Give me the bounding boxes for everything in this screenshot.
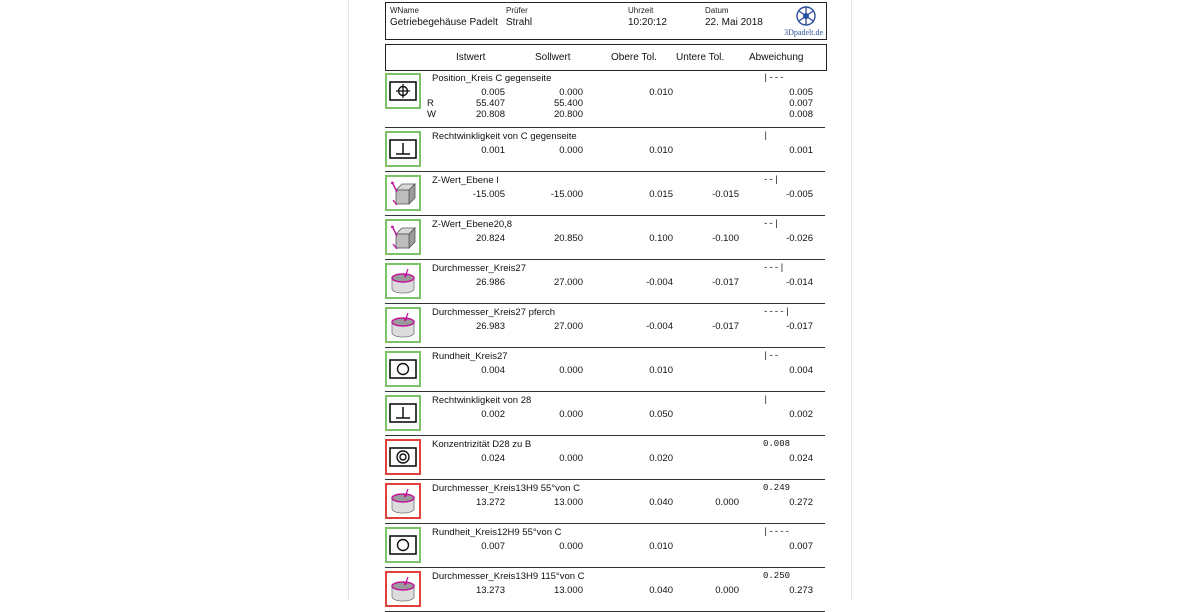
value-untere: 0.000 [715, 497, 739, 508]
measurement-row [385, 392, 825, 436]
value-obere: 0.100 [649, 233, 673, 244]
deviation-indicator: |---- [763, 527, 791, 537]
feature-name: Rechtwinkligkeit von 28 [432, 395, 532, 406]
value-soll: -15.000 [550, 189, 583, 200]
value-abw: 0.007 [789, 98, 813, 109]
measurement-row [385, 568, 825, 612]
value-untere: -0.017 [712, 277, 739, 288]
measurement-row [385, 172, 825, 216]
col-untere-tol: Untere Tol. [676, 52, 725, 63]
feature-name: Konzentrizität D28 zu B [432, 439, 532, 450]
value-line [385, 277, 825, 289]
value-line [385, 189, 825, 201]
deviation-indicator: --| [763, 219, 780, 229]
value-obere: 0.040 [649, 585, 673, 596]
value-untere: 0.000 [715, 585, 739, 596]
feature-name: Durchmesser_Kreis13H9 115°von C [432, 571, 585, 582]
value-soll: 0.000 [559, 541, 583, 552]
report-page [348, 0, 852, 600]
feature-name: Z-Wert_Ebene I [432, 175, 499, 186]
datum-value: 22. Mai 2018 [705, 17, 763, 28]
value-abw: -0.014 [786, 277, 813, 288]
value-soll: 55.400 [553, 98, 583, 109]
value-line [385, 453, 825, 465]
value-ist: 20.808 [475, 109, 505, 120]
measurement-row [385, 480, 825, 524]
value-soll: 0.000 [559, 365, 583, 376]
value-line [385, 497, 825, 509]
measurement-row [385, 260, 825, 304]
col-istwert: Istwert [456, 52, 486, 63]
value-soll: 27.000 [553, 277, 583, 288]
value-abw: 0.024 [789, 453, 813, 464]
measurement-row [385, 304, 825, 348]
value-soll: 27.000 [553, 321, 583, 332]
value-soll: 13.000 [553, 585, 583, 596]
column-header [385, 44, 827, 71]
value-obere: 0.015 [649, 189, 673, 200]
value-ist: 13.272 [475, 497, 505, 508]
wname-value: Getriebegehäuse Padelt [390, 17, 498, 28]
value-ist: 55.407 [475, 98, 505, 109]
feature-name: Position_Kreis C gegenseite [432, 73, 552, 84]
value-ist: 0.002 [481, 409, 505, 420]
value-abw: 0.001 [789, 145, 813, 156]
feature-name: Durchmesser_Kreis27 pferch [432, 307, 556, 318]
value-ist: 0.005 [481, 87, 505, 98]
value-abw: -0.017 [786, 321, 813, 332]
wname-label: WName [390, 6, 419, 15]
value-line [385, 541, 825, 553]
value-obere: 0.050 [649, 409, 673, 420]
value-obere: -0.004 [646, 277, 673, 288]
value-abw: 0.004 [789, 365, 813, 376]
value-soll: 0.000 [559, 87, 583, 98]
value-soll: 20.850 [553, 233, 583, 244]
value-abw: 0.008 [789, 109, 813, 120]
value-untere: -0.017 [712, 321, 739, 332]
datum-label: Datum [705, 6, 729, 15]
feature-name: Rundheit_Kreis27 [432, 351, 508, 362]
deviation-indicator: ---| [763, 263, 785, 273]
deviation-indicator: | [763, 131, 769, 141]
value-abw: -0.005 [786, 189, 813, 200]
logo-text: 3Dpadelt.de [784, 28, 823, 37]
value-obere: 0.010 [649, 365, 673, 376]
feature-name: Durchmesser_Kreis27 [432, 263, 526, 274]
value-abw: 0.273 [789, 585, 813, 596]
logo-mark-icon [788, 4, 824, 28]
uhrzeit-value: 10:20:12 [628, 17, 667, 28]
value-ist: 0.024 [481, 453, 505, 464]
measurement-row [385, 216, 825, 260]
col-obere-tol: Obere Tol. [611, 52, 657, 63]
uhrzeit-label: Uhrzeit [628, 6, 654, 15]
report-header [385, 2, 827, 40]
measurement-row [385, 70, 825, 128]
axis-prefix: W [427, 109, 436, 120]
feature-name: Durchmesser_Kreis13H9 55°von C [432, 483, 580, 494]
value-abw: -0.026 [786, 233, 813, 244]
value-ist: 26.983 [475, 321, 505, 332]
value-ist: -15.005 [472, 189, 505, 200]
value-untere: -0.015 [712, 189, 739, 200]
value-line [385, 321, 825, 333]
measurement-row [385, 348, 825, 392]
value-obere: -0.004 [646, 321, 673, 332]
feature-name: Z-Wert_Ebene20,8 [432, 219, 513, 230]
measurement-list [385, 70, 825, 612]
value-line [385, 585, 825, 597]
deviation-indicator: 0.250 [763, 571, 791, 581]
value-abw: 0.272 [789, 497, 813, 508]
value-ist: 26.986 [475, 277, 505, 288]
pruefer-label: Prüfer [506, 6, 528, 15]
value-obere: 0.040 [649, 497, 673, 508]
value-soll: 0.000 [559, 453, 583, 464]
value-line [385, 109, 825, 121]
deviation-indicator: | [763, 395, 769, 405]
value-line [385, 233, 825, 245]
measurement-row [385, 524, 825, 568]
value-obere: 0.020 [649, 453, 673, 464]
deviation-indicator: 0.249 [763, 483, 791, 493]
value-abw: 0.002 [789, 409, 813, 420]
value-ist: 20.824 [475, 233, 505, 244]
value-obere: 0.010 [649, 87, 673, 98]
value-soll: 13.000 [553, 497, 583, 508]
value-soll: 0.000 [559, 145, 583, 156]
axis-prefix: R [427, 98, 434, 109]
measurement-row [385, 436, 825, 480]
deviation-indicator: |--- [763, 73, 785, 83]
value-obere: 0.010 [649, 145, 673, 156]
value-line [385, 409, 825, 421]
feature-name: Rundheit_Kreis12H9 55°von C [432, 527, 562, 538]
value-soll: 0.000 [559, 409, 583, 420]
deviation-indicator: |-- [763, 351, 780, 361]
value-abw: 0.007 [789, 541, 813, 552]
value-obere: 0.010 [649, 541, 673, 552]
value-ist: 13.273 [475, 585, 505, 596]
value-line [385, 145, 825, 157]
deviation-indicator: 0.008 [763, 439, 791, 449]
value-line [385, 365, 825, 377]
pruefer-value: Strahl [506, 17, 533, 28]
feature-name: Rechtwinkligkeit von C gegenseite [432, 131, 577, 142]
col-sollwert: Sollwert [535, 52, 571, 63]
value-ist: 0.001 [481, 145, 505, 156]
value-soll: 20.800 [553, 109, 583, 120]
value-untere: -0.100 [712, 233, 739, 244]
value-ist: 0.004 [481, 365, 505, 376]
value-abw: 0.005 [789, 87, 813, 98]
deviation-indicator: ----| [763, 307, 791, 317]
value-ist: 0.007 [481, 541, 505, 552]
col-abweichung: Abweichung [749, 52, 804, 63]
deviation-indicator: --| [763, 175, 780, 185]
measurement-row [385, 128, 825, 172]
